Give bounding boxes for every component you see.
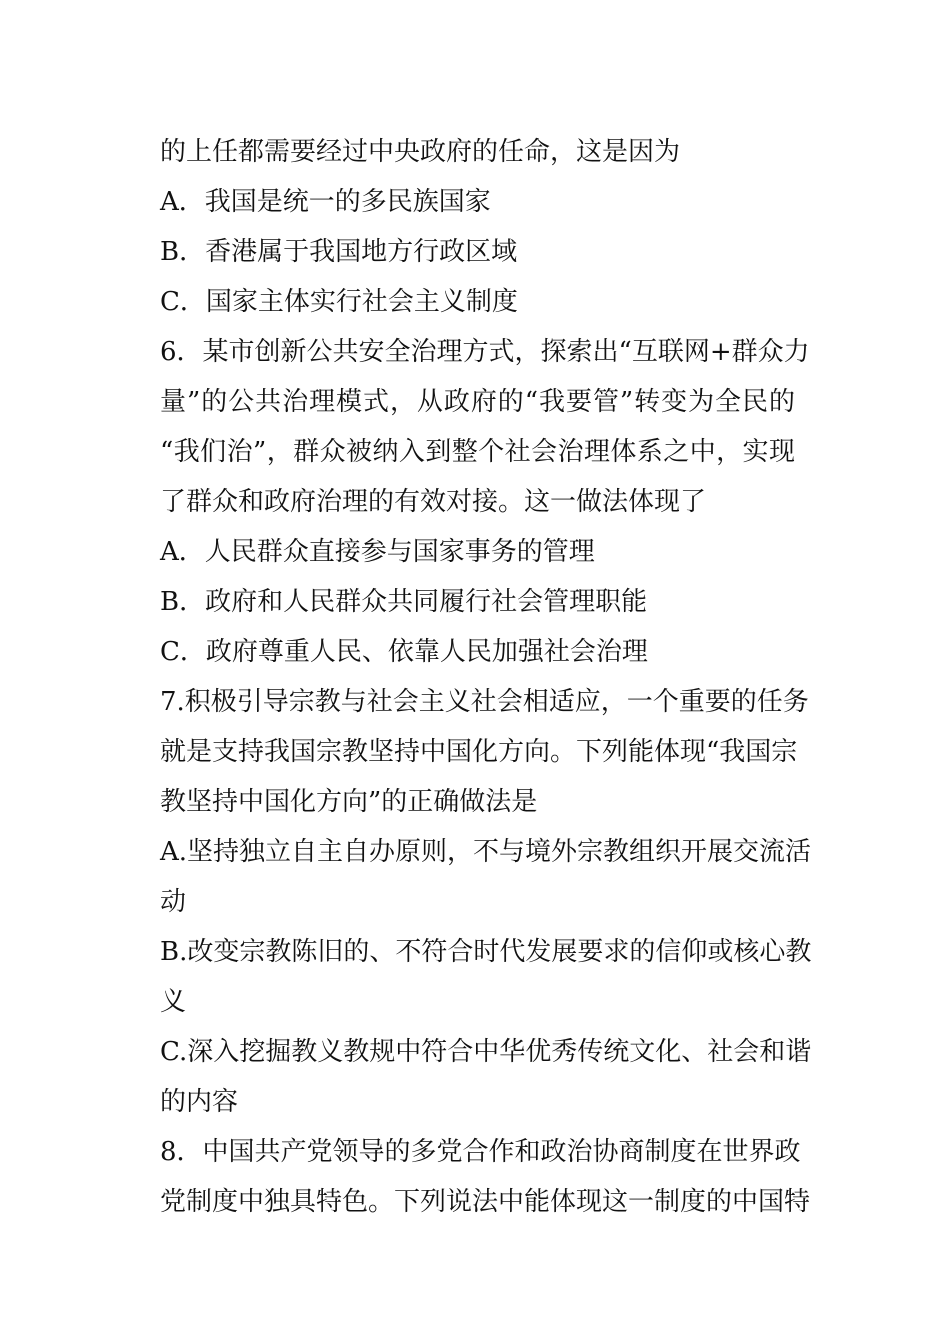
option-c-q5: C．国家主体实行社会主义制度 bbox=[160, 287, 518, 317]
option-b-q7-line-2: 义 bbox=[160, 987, 187, 1017]
question-6-line-3: “我们治”，群众被纳入到整个社会治理体系之中，实现 bbox=[160, 437, 795, 467]
option-b-q6: B．政府和人民群众共同履行社会管理职能 bbox=[160, 587, 648, 617]
option-a-q6: A．人民群众直接参与国家事务的管理 bbox=[160, 537, 595, 567]
question-6-line-4: 了群众和政府治理的有效对接。这一做法体现了 bbox=[160, 487, 707, 517]
question-7-line-2: 就是支持我国宗教坚持中国化方向。下列能体现“我国宗 bbox=[160, 737, 798, 767]
option-c-q6: C．政府尊重人民、依靠人民加强社会治理 bbox=[160, 637, 648, 667]
question-8-line-2: 党制度中独具特色。下列说法中能体现这一制度的中国特 bbox=[160, 1187, 811, 1217]
option-b-q7-line-1: B.改变宗教陈旧的、不符合时代发展要求的信仰或核心教 bbox=[160, 937, 812, 967]
option-a-q7-line-2: 动 bbox=[160, 887, 187, 917]
question-7-line-1: 7.积极引导宗教与社会主义社会相适应，一个重要的任务 bbox=[160, 687, 809, 717]
question-7-line-3: 教坚持中国化方向”的正确做法是 bbox=[160, 787, 538, 817]
option-a-q5: A．我国是统一的多民族国家 bbox=[160, 187, 491, 217]
text-line-1: 的上任都需要经过中央政府的任命，这是因为 bbox=[160, 137, 681, 167]
option-c-q7-line-1: C.深入挖掘教义教规中符合中华优秀传统文化、社会和谐 bbox=[160, 1037, 812, 1067]
question-6-line-2: 量”的公共治理模式，从政府的“我要管”转变为全民的 bbox=[160, 387, 795, 417]
document-body bbox=[160, 127, 812, 1227]
question-6-line-1: 6．某市创新公共安全治理方式，探索出“互联网+群众力 bbox=[160, 337, 810, 367]
option-c-q7-line-2: 的内容 bbox=[160, 1087, 239, 1117]
option-a-q7-line-1: A.坚持独立自主自办原则，不与境外宗教组织开展交流活 bbox=[160, 837, 812, 867]
question-8-line-1: 8．中国共产党领导的多党合作和政治协商制度在世界政 bbox=[160, 1137, 801, 1167]
option-b-q5: B．香港属于我国地方行政区域 bbox=[160, 237, 518, 267]
